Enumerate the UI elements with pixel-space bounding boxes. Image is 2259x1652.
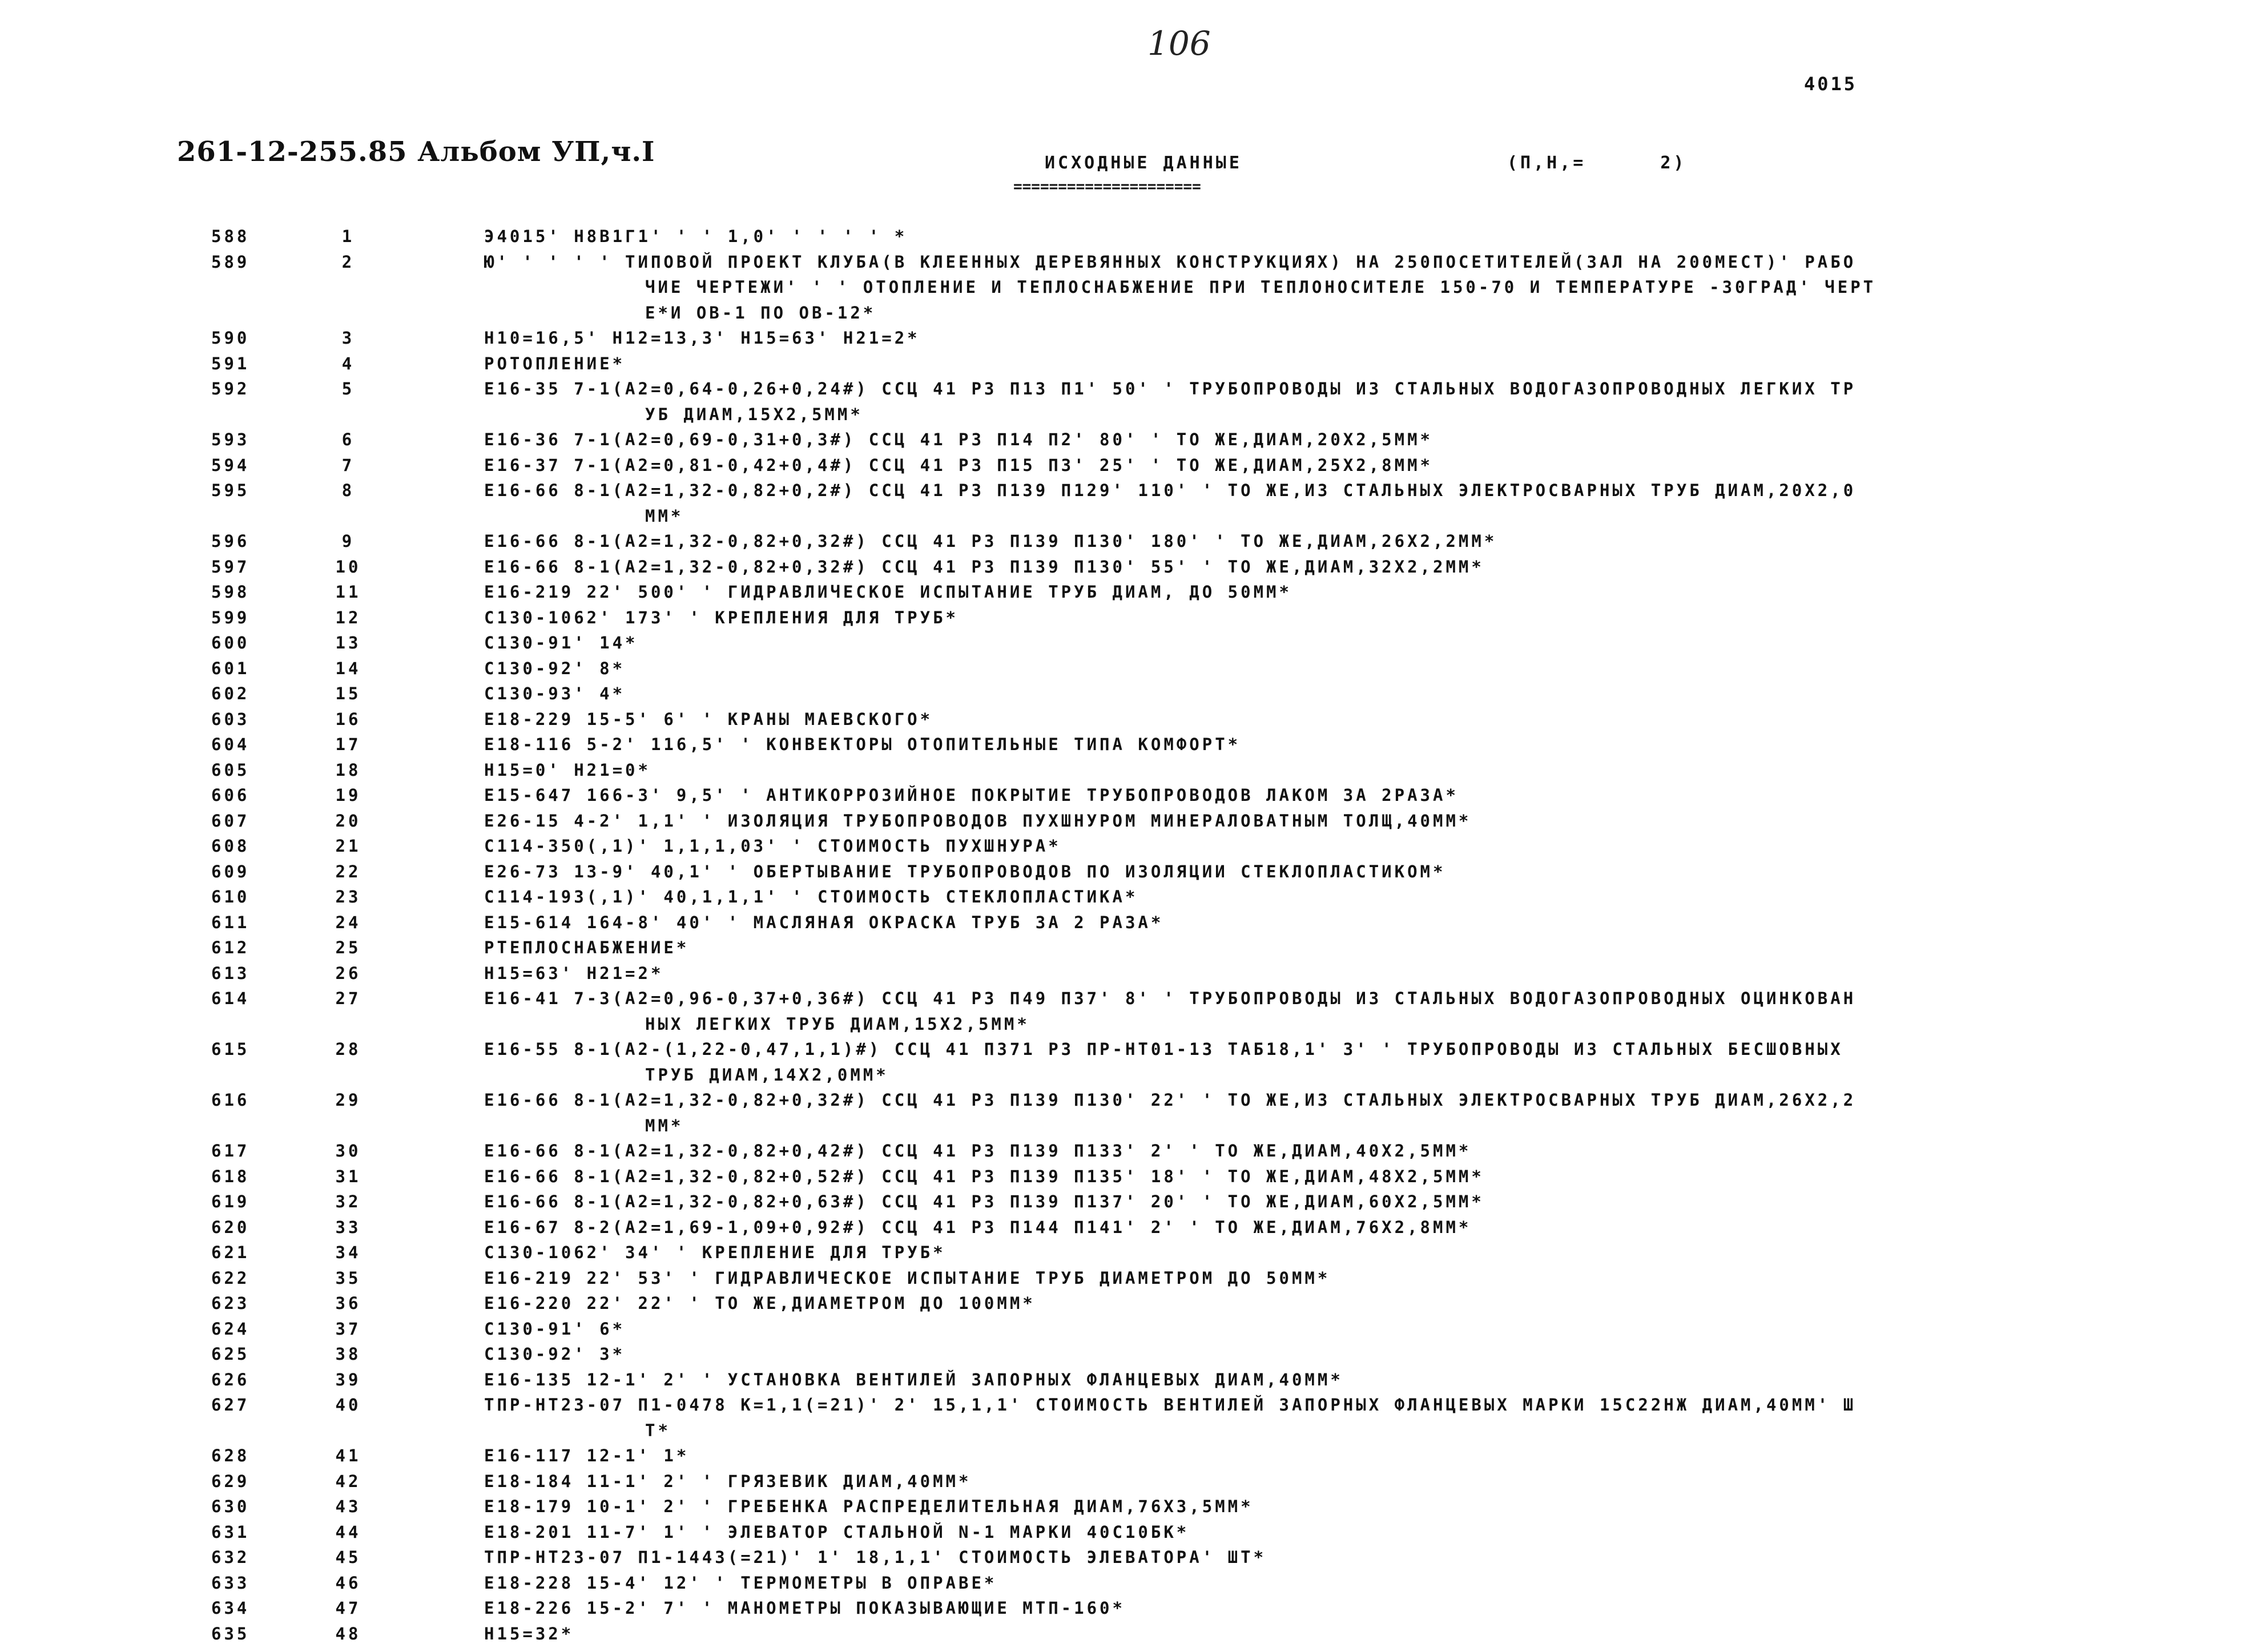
item-number: 12 bbox=[335, 607, 361, 627]
row-text: Е18-228 15-4' 12' ' ТЕРМОМЕТРЫ В ОПРАВЕ* bbox=[484, 1573, 997, 1593]
item-number: 3 bbox=[341, 328, 355, 348]
item-number: 18 bbox=[335, 760, 361, 780]
sequence-number: 632 bbox=[211, 1548, 250, 1567]
sequence-number: 624 bbox=[211, 1319, 250, 1339]
row-text: С130-92' 8* bbox=[484, 658, 626, 678]
item-number: 42 bbox=[335, 1471, 361, 1491]
sequence-number: 608 bbox=[211, 836, 250, 856]
sequence-number: 595 bbox=[211, 481, 250, 500]
row-text: Н15=32* bbox=[484, 1623, 574, 1643]
row-text: Е16-55 8-1(А2-(1,22-0,47,1,1)#) ССЦ 41 П371 Р3 ПР-НТ01-13 ТАБ18,1' 3' ' ТРУБОПРОВОДЫ ИЗ СТАЛЬНЫХ БЕСШОВНЫХ bbox=[484, 1039, 1843, 1059]
sequence-number: 599 bbox=[211, 607, 250, 627]
sequence-number: 601 bbox=[211, 658, 250, 678]
sequence-number: 626 bbox=[211, 1369, 250, 1389]
row-text: Н15=63' Н21=2* bbox=[484, 963, 664, 983]
row-text: Е16-66 8-1(А2=1,32-0,82+0,32#) ССЦ 41 Р3 П139 П130' 22' ' ТО ЖЕ,ИЗ СТАЛЬНЫХ ЭЛЕКТРОСВАРНЫХ ТРУБ ДИАМ,26Х2,2 bbox=[484, 1090, 1857, 1110]
item-number: 34 bbox=[335, 1243, 361, 1262]
sequence-number: 611 bbox=[211, 912, 250, 932]
sequence-number: 589 bbox=[211, 252, 250, 272]
sequence-number: 633 bbox=[211, 1573, 250, 1593]
item-number: 30 bbox=[335, 1141, 361, 1161]
item-number: 37 bbox=[335, 1319, 361, 1339]
row-text: С130-91' 6* bbox=[484, 1319, 626, 1339]
sequence-number: 623 bbox=[211, 1294, 250, 1313]
item-number: 22 bbox=[335, 861, 361, 881]
row-text: РТЕПЛОСНАБЖЕНИЕ* bbox=[484, 938, 690, 957]
item-number: 41 bbox=[335, 1446, 361, 1465]
sequence-number: 594 bbox=[211, 455, 250, 475]
continuation-text: ММ* bbox=[645, 506, 684, 526]
listing-row bbox=[0, 579, 2259, 605]
listing-row bbox=[0, 783, 2259, 808]
listing-row bbox=[0, 1545, 2259, 1570]
continuation-text: УБ ДИАМ,15Х2,5ММ* bbox=[645, 404, 863, 424]
row-text: Е15-647 166-3' 9,5' ' АНТИКОРРОЗИЙНОЕ ПОКРЫТИЕ ТРУБОПРОВОДОВ ЛАКОМ ЗА 2РАЗА* bbox=[484, 785, 1459, 805]
sequence-number: 612 bbox=[211, 938, 250, 957]
sequence-number: 627 bbox=[211, 1395, 250, 1415]
sequence-number: 592 bbox=[211, 379, 250, 398]
item-number: 40 bbox=[335, 1395, 361, 1415]
item-number: 16 bbox=[335, 709, 361, 729]
item-number: 47 bbox=[335, 1598, 361, 1618]
sequence-number: 628 bbox=[211, 1446, 250, 1465]
listing-row bbox=[0, 707, 2259, 732]
item-number: 20 bbox=[335, 811, 361, 831]
sequence-number: 590 bbox=[211, 328, 250, 348]
item-number: 43 bbox=[335, 1497, 361, 1516]
row-text: Е16-66 8-1(А2=1,32-0,82+0,52#) ССЦ 41 Р3 П139 П135' 18' ' ТО ЖЕ,ДИАМ,48Х2,5ММ* bbox=[484, 1166, 1484, 1186]
sequence-number: 631 bbox=[211, 1522, 250, 1542]
listing-row bbox=[0, 1595, 2259, 1621]
listing-row bbox=[0, 1138, 2259, 1164]
sequence-number: 588 bbox=[211, 227, 250, 246]
listing-row bbox=[0, 1316, 2259, 1342]
sequence-number: 617 bbox=[211, 1141, 250, 1161]
listing-row bbox=[0, 630, 2259, 656]
album-code: 261-12-255.85 Альбом УП,ч.I bbox=[177, 136, 655, 168]
item-number: 28 bbox=[335, 1039, 361, 1059]
handwritten-page-number: 106 bbox=[1147, 24, 1211, 63]
sequence-number: 606 bbox=[211, 785, 250, 805]
item-number: 46 bbox=[335, 1573, 361, 1593]
row-text: РОТОПЛЕНИЕ* bbox=[484, 353, 626, 373]
item-number: 7 bbox=[341, 455, 355, 475]
corner-code: 4015 bbox=[1804, 73, 1858, 95]
row-text: Е16-66 8-1(А2=1,32-0,82+0,32#) ССЦ 41 Р3 П139 П130' 55' ' ТО ЖЕ,ДИАМ,32Х2,2ММ* bbox=[484, 557, 1484, 577]
row-text: Е18-226 15-2' 7' ' МАНОМЕТРЫ ПОКАЗЫВАЮЩИЕ МТП-160* bbox=[484, 1598, 1125, 1618]
row-text: Н10=16,5' Н12=13,3' Н15=63' Н21=2* bbox=[484, 328, 920, 348]
listing-row bbox=[0, 1443, 2259, 1469]
sequence-number: 618 bbox=[211, 1166, 250, 1186]
listing-row bbox=[0, 1266, 2259, 1291]
item-number: 31 bbox=[335, 1166, 361, 1186]
row-text: Е16-135 12-1' 2' ' УСТАНОВКА ВЕНТИЛЕЙ ЗАПОРНЫХ ФЛАНЦЕВЫХ ДИАМ,40ММ* bbox=[484, 1369, 1343, 1389]
row-text: С114-193(,1)' 40,1,1,1' ' СТОИМОСТЬ СТЕКЛОПЛАСТИКА* bbox=[484, 887, 1138, 906]
listing-row bbox=[0, 961, 2259, 986]
item-number: 17 bbox=[335, 735, 361, 754]
row-text: Е26-15 4-2' 1,1' ' ИЗОЛЯЦИЯ ТРУБОПРОВОДОВ ПУХШНУРОМ МИНЕРАЛОВАТНЫМ ТОЛЩ,40ММ* bbox=[484, 811, 1472, 831]
row-text: Е18-229 15-5' 6' ' КРАНЫ МАЕВСКОГО* bbox=[484, 709, 933, 729]
item-number: 11 bbox=[335, 582, 361, 602]
row-text: Е16-37 7-1(А2=0,81-0,42+0,4#) ССЦ 41 Р3 П15 П3' 25' ' ТО ЖЕ,ДИАМ,25Х2,8ММ* bbox=[484, 455, 1433, 475]
item-number: 36 bbox=[335, 1294, 361, 1313]
sequence-number: 609 bbox=[211, 861, 250, 881]
row-text: Е16-117 12-1' 1* bbox=[484, 1446, 690, 1465]
listing-row bbox=[0, 884, 2259, 910]
item-number: 45 bbox=[335, 1548, 361, 1567]
continuation-text: Т* bbox=[645, 1420, 671, 1440]
item-number: 26 bbox=[335, 963, 361, 983]
continuation-line bbox=[0, 1113, 2259, 1139]
sequence-number: 621 bbox=[211, 1243, 250, 1262]
listing-row bbox=[0, 986, 2259, 1012]
row-text: С130-1062' 173' ' КРЕПЛЕНИЯ ДЛЯ ТРУБ* bbox=[484, 607, 959, 627]
item-number: 29 bbox=[335, 1090, 361, 1110]
listing-row bbox=[0, 427, 2259, 453]
row-text: С130-91' 14* bbox=[484, 633, 638, 652]
sequence-number: 616 bbox=[211, 1090, 250, 1110]
sequence-number: 598 bbox=[211, 582, 250, 602]
item-number: 9 bbox=[341, 531, 355, 551]
sequence-number: 597 bbox=[211, 557, 250, 577]
listing-row bbox=[0, 1341, 2259, 1367]
sequence-number: 635 bbox=[211, 1623, 250, 1643]
item-number: 8 bbox=[341, 481, 355, 500]
listing-row bbox=[0, 1291, 2259, 1316]
row-text: Е16-66 8-1(А2=1,32-0,82+0,42#) ССЦ 41 Р3 П139 П133' 2' ' ТО ЖЕ,ДИАМ,40Х2,5ММ* bbox=[484, 1141, 1472, 1161]
listing-row bbox=[0, 554, 2259, 580]
row-text: Е16-66 8-1(А2=1,32-0,82+0,63#) ССЦ 41 Р3 П139 П137' 20' ' ТО ЖЕ,ДИАМ,60Х2,5ММ* bbox=[484, 1192, 1484, 1211]
row-text: С130-93' 4* bbox=[484, 684, 626, 703]
row-text: Е18-201 11-7' 1' ' ЭЛЕВАТОР СТАЛЬНОЙ N-1 МАРКИ 40С10БК* bbox=[484, 1522, 1190, 1542]
sequence-number: 604 bbox=[211, 735, 250, 754]
item-number: 24 bbox=[335, 912, 361, 932]
item-number: 15 bbox=[335, 684, 361, 703]
listing-row bbox=[0, 605, 2259, 631]
row-text: С114-350(,1)' 1,1,1,03' ' СТОИМОСТЬ ПУХШНУРА* bbox=[484, 836, 1061, 856]
row-text: Е16-35 7-1(А2=0,64-0,26+0,24#) ССЦ 41 Р3 П13 П1' 50' ' ТРУБОПРОВОДЫ ИЗ СТАЛЬНЫХ ВОДОГАЗОПРОВОДНЫХ ЛЕГКИХ ТР bbox=[484, 379, 1857, 398]
page-ref-label: (П,Н,= bbox=[1507, 153, 1586, 173]
listing-row bbox=[0, 1240, 2259, 1266]
listing-row bbox=[0, 1087, 2259, 1113]
sequence-number: 619 bbox=[211, 1192, 250, 1211]
continuation-line bbox=[0, 275, 2259, 300]
row-text: Э4015' Н8В1Г1' ' ' 1,0' ' ' ' ' * bbox=[484, 227, 908, 246]
item-number: 1 bbox=[341, 227, 355, 246]
item-number: 48 bbox=[335, 1623, 361, 1643]
sequence-number: 625 bbox=[211, 1344, 250, 1364]
row-text: Е16-67 8-2(А2=1,69-1,09+0,92#) ССЦ 41 Р3 П144 П141' 2' ' ТО ЖЕ,ДИАМ,76Х2,8ММ* bbox=[484, 1217, 1472, 1237]
sequence-number: 602 bbox=[211, 684, 250, 703]
item-number: 35 bbox=[335, 1268, 361, 1288]
row-text: Е16-219 22' 500' ' ГИДРАВЛИЧЕСКОЕ ИСПЫТАНИЕ ТРУБ ДИАМ, ДО 50ММ* bbox=[484, 582, 1292, 602]
row-text: Е16-219 22' 53' ' ГИДРАВЛИЧЕСКОЕ ИСПЫТАНИЕ ТРУБ ДИАМЕТРОМ ДО 50ММ* bbox=[484, 1268, 1331, 1288]
item-number: 33 bbox=[335, 1217, 361, 1237]
listing-row bbox=[0, 1215, 2259, 1240]
item-number: 5 bbox=[341, 379, 355, 398]
item-number: 23 bbox=[335, 887, 361, 906]
item-number: 32 bbox=[335, 1192, 361, 1211]
row-text: Е15-614 164-8' 40' ' МАСЛЯНАЯ ОКРАСКА ТРУБ ЗА 2 РАЗА* bbox=[484, 912, 1164, 932]
listing-row bbox=[0, 656, 2259, 682]
data-rows bbox=[0, 224, 2259, 1646]
item-number: 44 bbox=[335, 1522, 361, 1542]
sequence-number: 591 bbox=[211, 353, 250, 373]
listing-row bbox=[0, 351, 2259, 377]
listing-row bbox=[0, 1037, 2259, 1062]
listing-row bbox=[0, 478, 2259, 503]
row-text: Е26-73 13-9' 40,1' ' ОБЕРТЫВАНИЕ ТРУБОПРОВОДОВ ПО ИЗОЛЯЦИИ СТЕКЛОПЛАСТИКОМ* bbox=[484, 861, 1446, 881]
item-number: 39 bbox=[335, 1369, 361, 1389]
continuation-text: ЧИЕ ЧЕРТЕЖИ' ' ' ОТОПЛЕНИЕ И ТЕПЛОСНАБЖЕНИЕ ПРИ ТЕПЛОНОСИТЕЛЕ 150-70 И ТЕМПЕРАТУРЕ -30ГРАД' ЧЕРТ bbox=[645, 277, 1877, 297]
item-number: 21 bbox=[335, 836, 361, 856]
sequence-number: 629 bbox=[211, 1471, 250, 1491]
listing-row bbox=[0, 1367, 2259, 1393]
item-number: 38 bbox=[335, 1344, 361, 1364]
continuation-line bbox=[0, 402, 2259, 428]
row-text: С130-92' 3* bbox=[484, 1344, 626, 1364]
listing-row bbox=[0, 910, 2259, 936]
item-number: 14 bbox=[335, 658, 361, 678]
listing-row bbox=[0, 249, 2259, 275]
continuation-line bbox=[0, 503, 2259, 529]
sequence-number: 613 bbox=[211, 963, 250, 983]
row-text: Е16-41 7-3(А2=0,96-0,37+0,36#) ССЦ 41 Р3 П49 П37' 8' ' ТРУБОПРОВОДЫ ИЗ СТАЛЬНЫХ ВОДОГАЗОПРОВОДНЫХ ОЦИНКОВАН bbox=[484, 989, 1857, 1008]
listing-row bbox=[0, 935, 2259, 961]
listing-row bbox=[0, 1392, 2259, 1418]
sequence-number: 593 bbox=[211, 430, 250, 449]
sequence-number: 620 bbox=[211, 1217, 250, 1237]
row-text: Е18-116 5-2' 116,5' ' КОНВЕКТОРЫ ОТОПИТЕЛЬНЫЕ ТИПА КОМФОРТ* bbox=[484, 735, 1241, 754]
item-number: 4 bbox=[341, 353, 355, 373]
row-text: Е18-179 10-1' 2' ' ГРЕБЕНКА РАСПРЕДЕЛИТЕЛЬНАЯ ДИАМ,76Х3,5ММ* bbox=[484, 1497, 1254, 1516]
sequence-number: 596 bbox=[211, 531, 250, 551]
item-number: 10 bbox=[335, 557, 361, 577]
row-text: ТПР-НТ23-07 П1-1443(=21)' 1' 18,1,1' СТОИМОСТЬ ЭЛЕВАТОРА' ШТ* bbox=[484, 1548, 1267, 1567]
continuation-line bbox=[0, 1062, 2259, 1088]
listing-row bbox=[0, 1520, 2259, 1545]
continuation-text: ТРУБ ДИАМ,14Х2,0ММ* bbox=[645, 1065, 889, 1085]
continuation-text: Е*И ОВ-1 ПО ОВ-12* bbox=[645, 303, 876, 323]
continuation-text: ММ* bbox=[645, 1115, 684, 1135]
listing-row bbox=[0, 1570, 2259, 1596]
title-underline: ===================== bbox=[1013, 178, 1201, 195]
sequence-number: 603 bbox=[211, 709, 250, 729]
listing-row bbox=[0, 224, 2259, 249]
listing-row bbox=[0, 1621, 2259, 1647]
row-text: Ю' ' ' ' ' ТИПОВОЙ ПРОЕКТ КЛУБА(В КЛЕЕННЫХ ДЕРЕВЯННЫХ КОНСТРУКЦИЯХ) НА 250ПОСЕТИТЕЛЕЙ(ЗАЛ НА 200МЕСТ)' РАБО bbox=[484, 252, 1857, 272]
row-text: Н15=0' Н21=0* bbox=[484, 760, 651, 780]
listing-row bbox=[0, 859, 2259, 885]
continuation-line bbox=[0, 1012, 2259, 1037]
sequence-number: 615 bbox=[211, 1039, 250, 1059]
row-text: Е16-36 7-1(А2=0,69-0,31+0,3#) ССЦ 41 Р3 П14 П2' 80' ' ТО ЖЕ,ДИАМ,20Х2,5ММ* bbox=[484, 430, 1433, 449]
listing-row bbox=[0, 1469, 2259, 1494]
row-text: Е16-66 8-1(А2=1,32-0,82+0,32#) ССЦ 41 Р3 П139 П130' 180' ' ТО ЖЕ,ДИАМ,26Х2,2ММ* bbox=[484, 531, 1497, 551]
listing-row bbox=[0, 1494, 2259, 1520]
listing-row bbox=[0, 529, 2259, 554]
page-ref-value: 2) bbox=[1660, 153, 1687, 173]
listing-row bbox=[0, 808, 2259, 834]
listing-row bbox=[0, 325, 2259, 351]
row-text: С130-1062' 34' ' КРЕПЛЕНИЕ ДЛЯ ТРУБ* bbox=[484, 1243, 946, 1262]
listing-row bbox=[0, 732, 2259, 757]
listing-row bbox=[0, 376, 2259, 402]
continuation-line bbox=[0, 300, 2259, 326]
document-title: ИСХОДНЫЕ ДАННЫЕ bbox=[1045, 153, 1242, 173]
item-number: 19 bbox=[335, 785, 361, 805]
row-text: Е16-220 22' 22' ' ТО ЖЕ,ДИАМЕТРОМ ДО 100ММ* bbox=[484, 1294, 1036, 1313]
item-number: 6 bbox=[341, 430, 355, 449]
continuation-line bbox=[0, 1418, 2259, 1444]
item-number: 25 bbox=[335, 938, 361, 957]
listing-row bbox=[0, 757, 2259, 783]
listing-row bbox=[0, 681, 2259, 707]
listing-row bbox=[0, 833, 2259, 859]
sequence-number: 600 bbox=[211, 633, 250, 652]
listing-row bbox=[0, 1164, 2259, 1190]
listing-row bbox=[0, 453, 2259, 478]
row-text: Е18-184 11-1' 2' ' ГРЯЗЕВИК ДИАМ,40ММ* bbox=[484, 1471, 972, 1491]
item-number: 2 bbox=[341, 252, 355, 272]
row-text: ТПР-НТ23-07 П1-0478 К=1,1(=21)' 2' 15,1,1' СТОИМОСТЬ ВЕНТИЛЕЙ ЗАПОРНЫХ ФЛАНЦЕВЫХ МАРКИ 15С22НЖ ДИАМ,40ММ' Ш bbox=[484, 1395, 1857, 1415]
continuation-text: НЫХ ЛЕГКИХ ТРУБ ДИАМ,15Х2,5ММ* bbox=[645, 1014, 1030, 1034]
sequence-number: 605 bbox=[211, 760, 250, 780]
listing-row bbox=[0, 1189, 2259, 1215]
sequence-number: 614 bbox=[211, 989, 250, 1008]
sequence-number: 610 bbox=[211, 887, 250, 906]
item-number: 27 bbox=[335, 989, 361, 1008]
sequence-number: 634 bbox=[211, 1598, 250, 1618]
item-number: 13 bbox=[335, 633, 361, 652]
sequence-number: 607 bbox=[211, 811, 250, 831]
sequence-number: 622 bbox=[211, 1268, 250, 1288]
row-text: Е16-66 8-1(А2=1,32-0,82+0,2#) ССЦ 41 Р3 П139 П129' 110' ' ТО ЖЕ,ИЗ СТАЛЬНЫХ ЭЛЕКТРОСВАРНЫХ ТРУБ ДИАМ,20Х2,0 bbox=[484, 481, 1857, 500]
page-reference bbox=[1507, 153, 1687, 173]
sequence-number: 630 bbox=[211, 1497, 250, 1516]
